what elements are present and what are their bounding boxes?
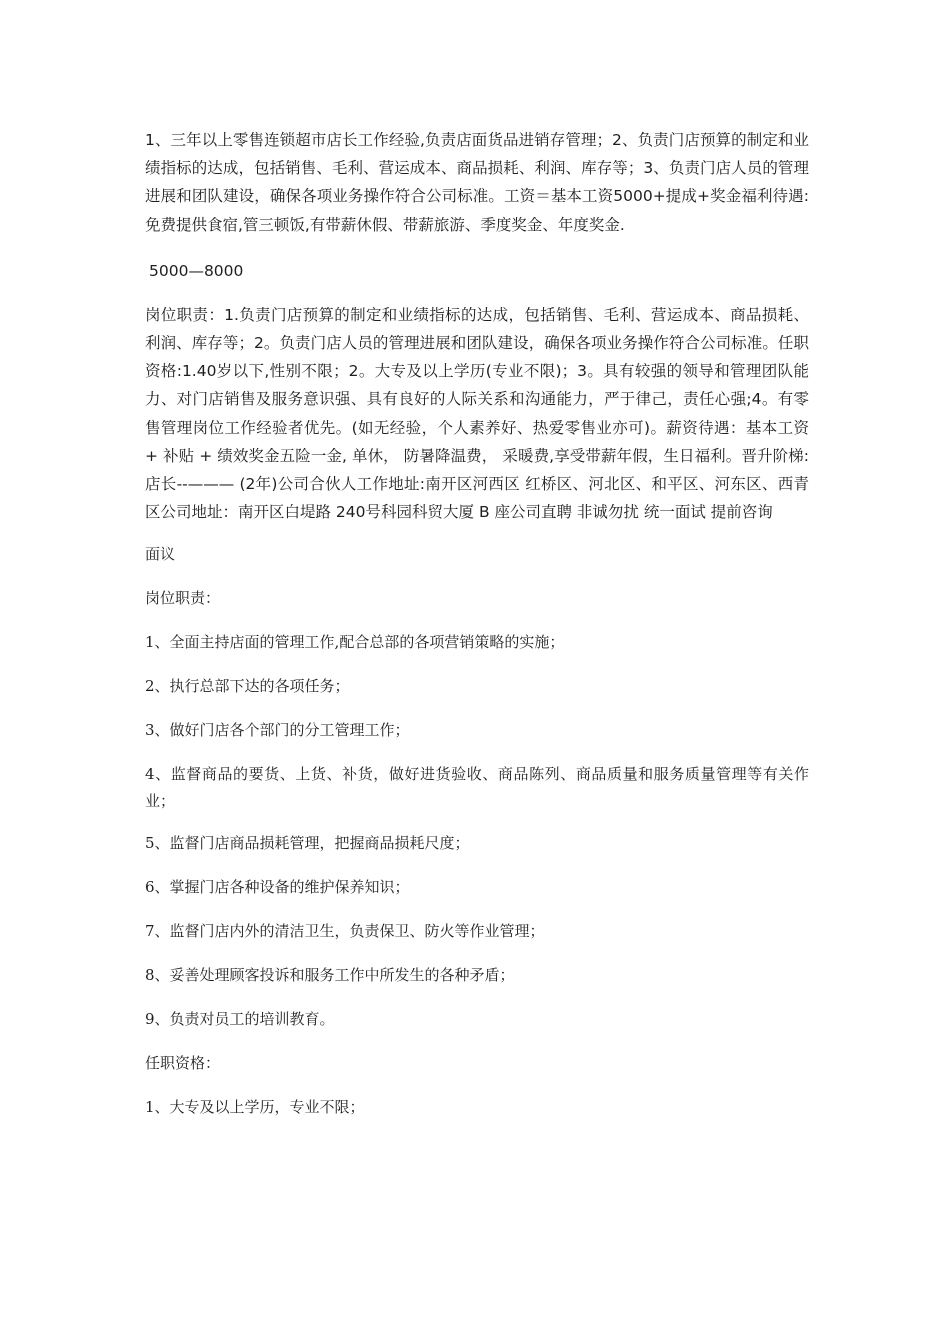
duty-number: 4 <box>145 765 155 784</box>
duty-item <box>145 629 809 656</box>
duty-text: 、掌握门店各种设备的维护保养知识； <box>154 878 410 897</box>
document-page <box>145 126 809 1138</box>
duty-item <box>145 918 809 945</box>
duty-item <box>145 761 809 815</box>
duties-section <box>145 541 809 1121</box>
job-requirements-paragraph: 1、三年以上零售连锁超市店长工作经验,负责店面货品进销存管理；2、负责门店预算的制定和业绩指标的达成，包括销售、毛利、营运成本、商品损耗、利润、库存等；3、负责门店人员的管理进展和团队建设，确保各项业务操作符合公司标准。工资＝基本工资5000+提成+奖金福利待遇:免费提供食宿,管三顿饭,有带薪休假、带薪旅游、季度奖金、年度奖金. <box>145 131 809 234</box>
duty-number: 7 <box>145 922 155 941</box>
duty-item <box>145 962 809 989</box>
duty-number: 6 <box>145 878 155 897</box>
duty-number: 5 <box>145 834 155 853</box>
qualification-number: 1 <box>145 1098 155 1117</box>
duty-text: 、监督门店内外的清洁卫生，负责保卫、防火等作业管理； <box>154 922 545 941</box>
duties-heading: 岗位职责： <box>145 589 221 608</box>
duty-item <box>145 673 809 700</box>
qualification-item <box>145 1094 809 1121</box>
interview-note: 面议 <box>145 545 176 564</box>
duty-text: 、妥善处理顾客投诉和服务工作中所发生的各种矛盾； <box>154 966 515 985</box>
duty-text: 、监督门店商品损耗管理，把握商品损耗尺度； <box>154 834 470 853</box>
duty-text: 、执行总部下达的各项任务； <box>154 677 350 696</box>
salary-range: 5000—8000 <box>149 261 244 280</box>
job-description-paragraph: 岗位职责：1.负责门店预算的制定和业绩指标的达成，包括销售、毛利、营运成本、商品损耗、利润、库存等；2。负责门店人员的管理进展和团队建设，确保各项业务操作符合公司标准。任职资格:1.40岁以下,性别不限；2。大专及以上学历(专业不限)；3。具有较强的领导和管理团队能力、对门店销售及服务意识强、具有良好的人际关系和沟通能力，严于律己，责任心强;4。有零售管理岗位工作经验者优先。(如无经验，个人素养好、热爱零售业亦可)。薪资待遇：基本工资 + 补贴 + 绩效奖金五险一金, 单休， 防暑降温费， 采暖费,享受带薪年假，生日福利。晋升阶梯: 店长--——— (2年)公司合伙人工作地址:南开区河西区 红桥区、河北区、和平区、河东区、西青区公司地址：南开区白堤路 240号科园科贸大厦 B 座公司直聘 非诚勿扰 统一面试 提前咨询 <box>145 305 809 522</box>
duty-number: 8 <box>145 966 155 985</box>
duty-item <box>145 1006 809 1033</box>
duty-text: 、监督商品的要货、上货、补货，做好进货验收、商品陈列、商品质量和服务质量管理等有关作业； <box>145 765 809 811</box>
qualification-text: 、大专及以上学历，专业不限； <box>154 1098 365 1117</box>
duty-number: 9 <box>145 1010 155 1029</box>
duty-item <box>145 874 809 901</box>
duty-item <box>145 830 809 857</box>
duty-text: 、全面主持店面的管理工作,配合总部的各项营销策略的实施； <box>154 633 565 652</box>
duty-number: 2 <box>145 677 155 696</box>
duty-item <box>145 717 809 744</box>
duty-text: 、负责对员工的培训教育。 <box>154 1010 335 1029</box>
duty-number: 3 <box>145 721 155 740</box>
qualifications-heading: 任职资格： <box>145 1054 221 1073</box>
duty-number: 1 <box>145 633 155 652</box>
duty-text: 、做好门店各个部门的分工管理工作； <box>154 721 410 740</box>
